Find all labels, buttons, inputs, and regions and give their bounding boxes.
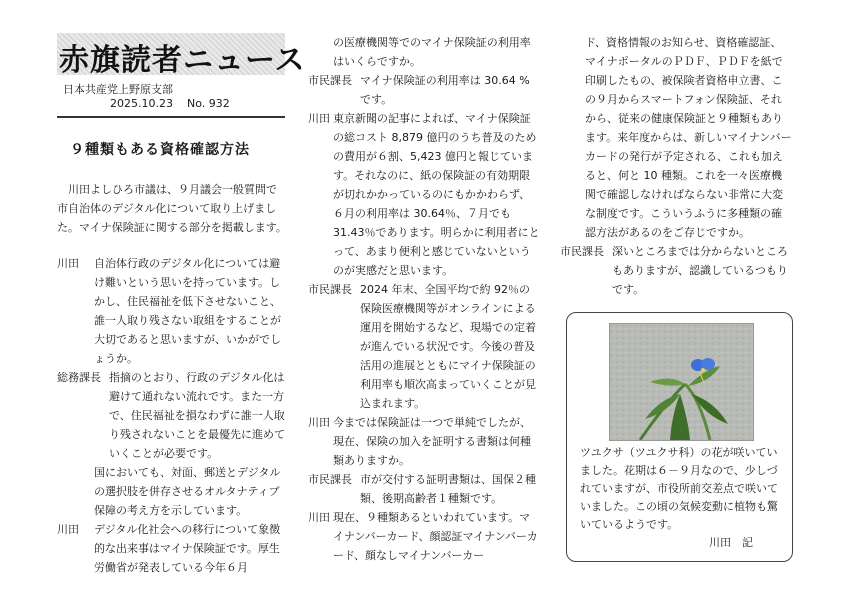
masthead xyxy=(57,33,306,78)
dialogue-entry xyxy=(308,470,540,508)
masthead-title: 赤旗読者ニュース xyxy=(59,43,306,78)
dialogue-entry xyxy=(560,242,792,299)
speaker-label: 川田 xyxy=(57,523,79,536)
article-intro: 川田よしひろ市議は、９月議会一般質問で市自治体のデジタル化について取り上げました。マイナ保険証に関する部分を掲載します。 xyxy=(57,183,287,234)
issue-line xyxy=(110,97,230,110)
speaker-text: デジタル化社会への移行について象徴的な出来事はマイナ保険証です。厚生労働省が発表している今年６月 xyxy=(94,523,281,574)
speaker-text: 今までは保険証は一つで単純でしたが、現在、保険の加入を証明する書類は何種類ありますか。 xyxy=(333,416,531,467)
continued-text: ド、資格情報のお知らせ、資格確認証、マイナポータルのＰＤＦ、ＰＤＦを紙で印刷したもの、被保険者資格申立書、この９月からスマートフォン保険証、それから、従来の健康保険証と９種類もあります。来年度からは、新しいマイナンバーカードの発行が予定される、これも加えると、何と 10 種類。これを一々医療機関で確認しなければならない非常に大変な制度です。こういうふうに多種類の確認方法があるのをご存じですか。 xyxy=(585,36,792,239)
publisher-name: 日本共産党上野原支部 xyxy=(63,83,173,96)
speaker-label: 市民課長 xyxy=(560,245,604,258)
speaker-text: 深いところまでは分からないところもありますが、認識しているつもりです。 xyxy=(612,245,788,296)
dialogue-entry xyxy=(308,71,540,109)
dayflower-photo xyxy=(609,323,754,441)
dialogue-entry xyxy=(308,280,540,413)
dialogue-entry xyxy=(308,109,540,280)
speaker-text: 現在、９種類あるといわれています。マイナンバーカード、顔認証マイナンバーカード、顔なしマイナンバーカー xyxy=(333,511,538,562)
dialogue-entry xyxy=(57,368,287,463)
dialogue-entry xyxy=(308,508,540,565)
dialogue-entry xyxy=(57,254,287,368)
speaker-label xyxy=(57,463,94,520)
speaker-text: 東京新聞の記事によれば、マイナ保険証の総コスト 8,879 億円のうち普及のための費用が６割、5,423 億円と報じています。それなのに、紙の保険証の有効期限が切れかかっているのにもかかわらず、６月の利用率は 30.64％、７月でも 31.43％であります。明らかに利用者にとって、あまり便利と感じていないというのが実感だと思います。 xyxy=(333,112,540,277)
speaker-label: 川田 xyxy=(308,112,330,125)
column-1 xyxy=(57,180,287,577)
speaker-label: 総務課長 xyxy=(57,371,101,384)
article-headline: ９種類もある資格確認方法 xyxy=(70,142,250,158)
speaker-text: 2024 年末、全国平均で約 92％の保険医療機関等がオンラインによる運用を開始するなど、現場での定着が進んでいる状況です。今後の普及活用の進展とともにマイナ保険証の利用率も順次高まっていくことが見込まれます。 xyxy=(360,283,536,410)
caption-text: ツユクサ（ツユクサ科）の花が咲いていました。花期は６－９月なので、少しづれていますが、市役所前交差点で咲いていました。この頃の気候変動に植物も驚いているようです。 xyxy=(580,446,778,531)
issue-date: 2025.10.23 xyxy=(110,97,173,110)
speaker-label: 市民課長 xyxy=(308,473,352,486)
column-3 xyxy=(560,33,792,299)
speaker-text: 国においても、対面、郵送とデジタルの選択肢を併存させるオルタナティブ保障の考え方を示しています。 xyxy=(94,466,281,517)
speaker-label: 川田 xyxy=(57,257,79,270)
column-2 xyxy=(308,33,540,565)
issue-number: No. 932 xyxy=(186,97,230,110)
speaker-label: 市民課長 xyxy=(308,74,352,87)
dialogue-entry xyxy=(57,463,287,520)
speaker-text: マイナ保険証の利用率は 30.64 %です。 xyxy=(360,74,530,106)
speaker-label: 川田 xyxy=(308,511,330,524)
speaker-label: 川田 xyxy=(308,416,330,429)
speaker-label: 市民課長 xyxy=(308,283,352,296)
caption-signature: 川田 記 xyxy=(709,536,753,549)
dialogue-entry xyxy=(308,413,540,470)
continued-text: の医療機関等でのマイナ保険証の利用率はいくらですか。 xyxy=(333,36,531,68)
dialogue-entry xyxy=(57,520,287,577)
header-divider xyxy=(57,116,285,118)
speaker-text: 自治体行政のデジタル化については避け難いという思いを持っています。しかし、住民福祉を低下させないこと、誰一人取り残さない取組をすることが大切であると思いますが、いかがでしょうか。 xyxy=(94,257,281,365)
photo-caption xyxy=(580,444,785,552)
speaker-text: 市が交付する証明書類は、国保２種類、後期高齢者１種類です。 xyxy=(360,473,536,505)
photo-box xyxy=(566,312,793,562)
speaker-text: 指摘のとおり、行政のデジタル化は避けて通れない流れです。また一方で、住民福祉を損なわずに誰一人取り残されないことを最優先に進めていくことが必要です。 xyxy=(109,371,285,460)
